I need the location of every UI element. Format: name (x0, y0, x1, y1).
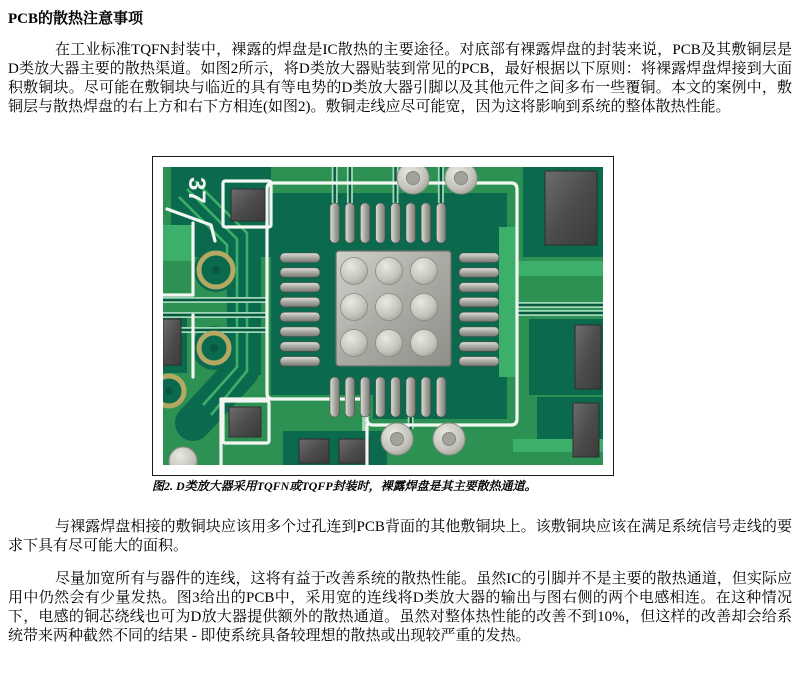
paragraph-2: 与裸露焊盘相接的敷铜块应该用多个过孔连到PCB背面的其他敷铜块上。该敷铜块应该在满足系统信号走线的要求下具有尽可能大的面积。 (8, 519, 792, 554)
smd-pad-top-right (545, 171, 597, 245)
figure-caption: 图2. D类放大器采用TQFN或TQFP封装时，裸露焊盘是其主要散热通道。 (152, 479, 537, 493)
smd-pad-left-edge (163, 319, 181, 365)
paragraph-3: 尽量加宽所有与器件的连线，这将有益于改善系统的散热性能。虽然IC的引脚并不是主要的散热通道，但实际应用中仍然会有少量发热。图3给出的PCB中，采用宽的连线将D类放大器的输出与图右侧的两个电感相连。在这种情况下，电感的铜芯绕线也可为D放大器提供额外的散热通道。虽然对整体热性能的改善不到10%，但这样的改善却会给系统带来两种截然不同的结果 - 即使系统具备较理想的散热或出现较严重的发热。 (8, 571, 792, 644)
smd-pad-top-left (231, 189, 265, 221)
smd-pad-bottom-left (229, 407, 261, 437)
smd-pad-right (575, 325, 601, 389)
smd-pad-bottom-2 (339, 439, 369, 463)
paragraph-1: 在工业标准TQFN封装中，裸露的焊盘是IC散热的主要途径。对底部有裸露焊盘的封装来说，PCB及其敷铜层是D类放大器主要的散热渠道。如图2所示，将D类放大器贴装到常见的PCB，最好根据以下原则：将裸露焊盘焊接到大面积敷铜块。尽可能在敷铜块与临近的具有等电势的D类放大器引脚以及其他元件之间多布一些覆铜。本文的案例中，敷铜层与散热焊盘的右上方和右下方相连(如图2)。敷铜走线应尽可能宽，因为这将影响到系统的整体散热性能。 (8, 42, 792, 115)
pcb-photo (163, 167, 603, 465)
page-title: PCB的散热注意事项 (8, 11, 144, 27)
figure-block (152, 156, 614, 494)
figure-frame (152, 156, 614, 476)
qfn-footprint (267, 167, 517, 431)
thermal-vias (341, 258, 438, 357)
smd-pad-bottom-1 (299, 439, 329, 463)
smd-pad-bottom-right (573, 403, 599, 457)
pcb-bottom-region (283, 431, 387, 465)
silkscreen-ref-label: 37 (183, 177, 210, 204)
